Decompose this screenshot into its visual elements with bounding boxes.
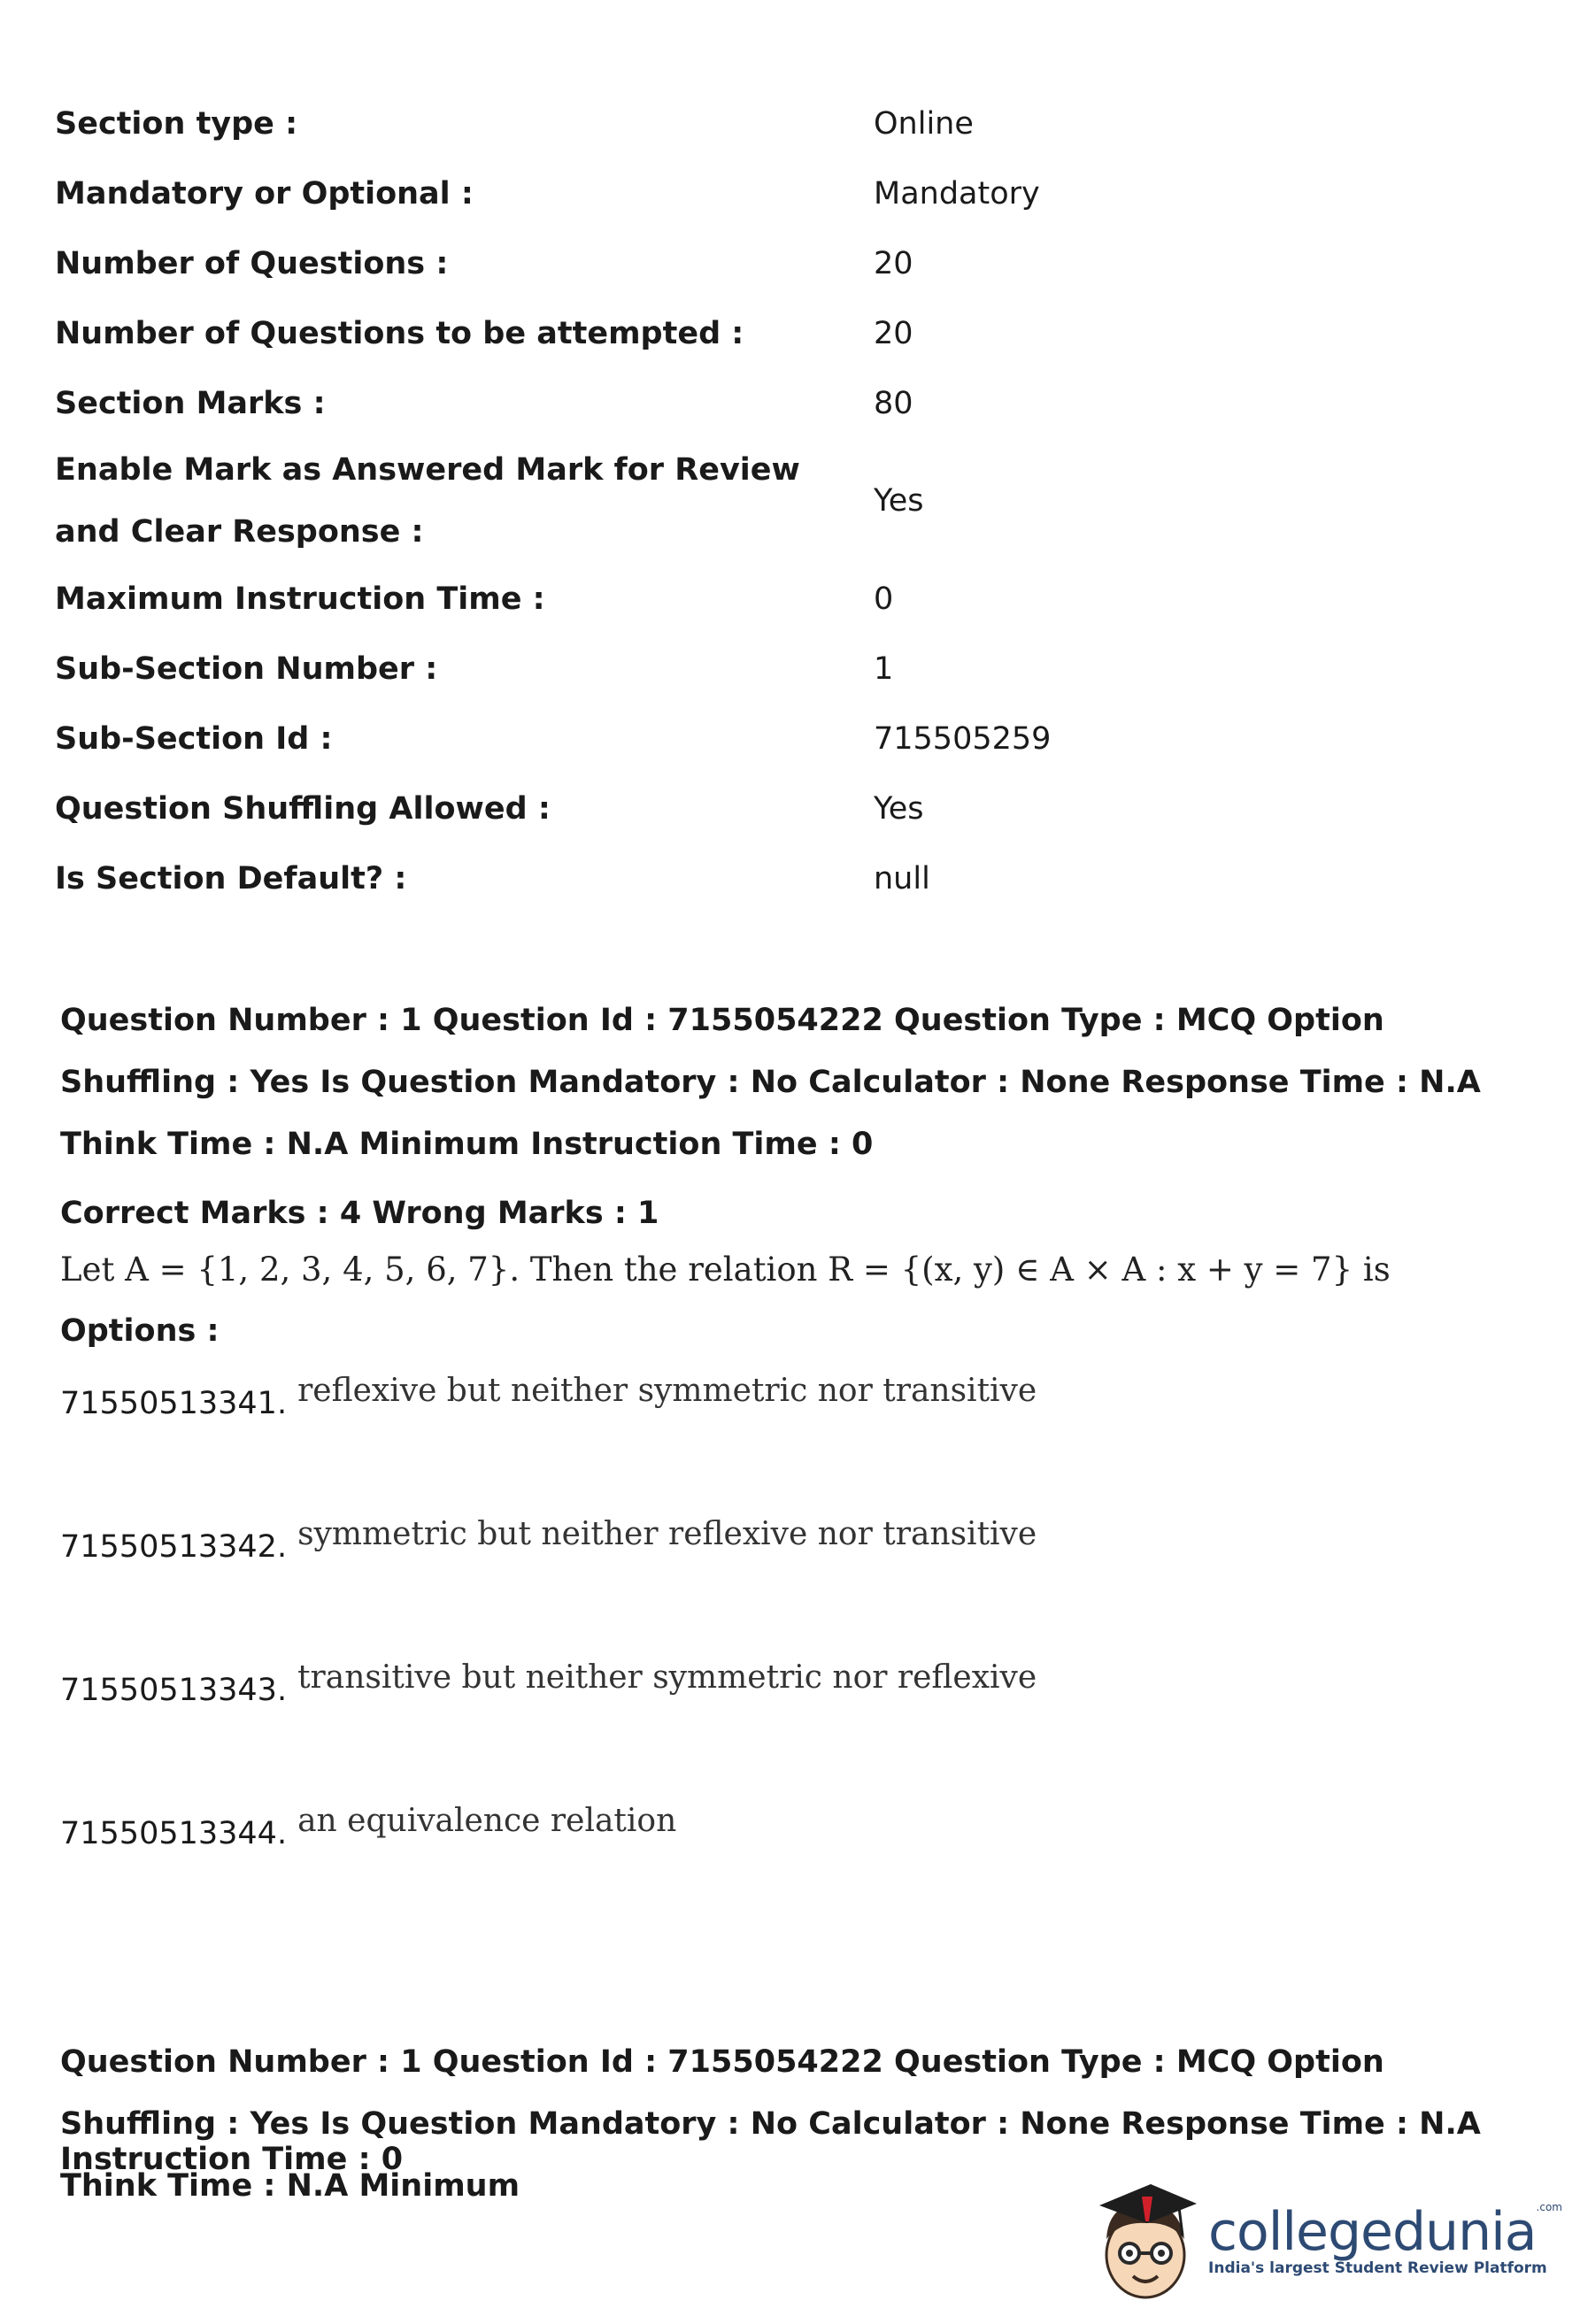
info-value: null <box>874 860 930 897</box>
option-4[interactable] <box>60 1803 677 1851</box>
truncated-line <box>60 2142 503 2177</box>
info-value: 0 <box>874 581 894 617</box>
info-value: Yes <box>874 483 924 519</box>
info-label: Sub-Section Number : <box>55 650 438 687</box>
option-id: 71550513344. <box>60 1816 288 1851</box>
question-meta: Question Number : 1 Question Id : 7155054222 Question Type : MCQ Option Shuffling : Yes Is Question Mandatory : No Calculator : None Response Time : N.A Think Time : N.A Minimum Instruction Time : 0 <box>60 1003 1481 1162</box>
info-label: Mandatory or Optional : <box>55 175 474 212</box>
collegedunia-logo <box>1091 2177 1562 2301</box>
info-value: Mandatory <box>874 175 1040 212</box>
info-row-num-attempt <box>55 298 1471 368</box>
info-label: Number of Questions to be attempted : <box>55 315 744 351</box>
info-label: Question Shuffling Allowed : <box>55 790 551 827</box>
info-label: Is Section Default? : <box>55 860 407 897</box>
info-row-mandatory <box>55 158 1471 228</box>
info-value: Online <box>874 105 974 142</box>
question-meta: Question Number : 1 Question Id : 7155054222 Question Type : MCQ Option Shuffling : Yes Is Question Mandatory : No Calculator : None Response Time : N.A Think Time : N.A Minimum <box>60 2044 1481 2204</box>
info-value: 1 <box>874 650 894 687</box>
info-label: Section Marks : <box>55 385 326 421</box>
logo-name: collegedunia <box>1208 2201 1537 2263</box>
info-row-enable-mark <box>55 438 1471 564</box>
option-id: 71550513341. <box>60 1386 288 1421</box>
info-label: Sub-Section Id : <box>55 720 333 757</box>
option-text: symmetric but neither reflexive nor transitive <box>297 1516 1037 1552</box>
option-id: 71550513343. <box>60 1673 288 1708</box>
info-value: 20 <box>874 315 913 351</box>
info-row-max-instruction <box>55 564 1471 634</box>
info-row-shuffling <box>55 773 1471 843</box>
info-value: 80 <box>874 385 913 421</box>
option-id: 71550513342. <box>60 1529 288 1565</box>
question-block <box>60 989 1530 1366</box>
question-marks: Correct Marks : 4 Wrong Marks : 1 <box>60 1196 659 1231</box>
logo-com: .com <box>1536 2201 1562 2213</box>
info-row-section-type <box>55 88 1471 158</box>
info-row-num-questions <box>55 228 1471 298</box>
option-2[interactable] <box>60 1516 1037 1565</box>
info-row-section-marks <box>55 368 1471 438</box>
option-text: reflexive but neither symmetric nor transitive <box>297 1373 1037 1409</box>
info-row-subsection-id <box>55 704 1471 773</box>
info-value: Yes <box>874 790 924 827</box>
info-value: 20 <box>874 245 913 281</box>
option-text: an equivalence relation <box>297 1803 677 1839</box>
option-3[interactable] <box>60 1659 1037 1708</box>
option-1[interactable] <box>60 1373 1037 1421</box>
info-label: Section type : <box>55 105 298 142</box>
question-text: Let A = {1, 2, 3, 4, 5, 6, 7}. Then the relation R = {(x, y) ∈ A × A : x + y = 7} is <box>60 1250 1391 1289</box>
option-text: transitive but neither symmetric nor reflexive <box>297 1659 1037 1696</box>
info-value: 715505259 <box>874 720 1052 757</box>
mascot-icon <box>1091 2177 1201 2301</box>
info-label: Enable Mark as Answered Mark for Review and Clear Response : <box>55 452 800 550</box>
section-info-table <box>55 88 1471 913</box>
logo-tagline: India's largest Student Review Platform <box>1208 2259 1547 2277</box>
info-label: Maximum Instruction Time : <box>55 581 545 617</box>
info-label: Number of Questions : <box>55 245 449 281</box>
truncated-text: Instruction Time : 0 <box>60 2142 404 2177</box>
options-label: Options : <box>60 1313 220 1349</box>
info-row-subsection-number <box>55 634 1471 704</box>
info-row-default <box>55 843 1471 913</box>
